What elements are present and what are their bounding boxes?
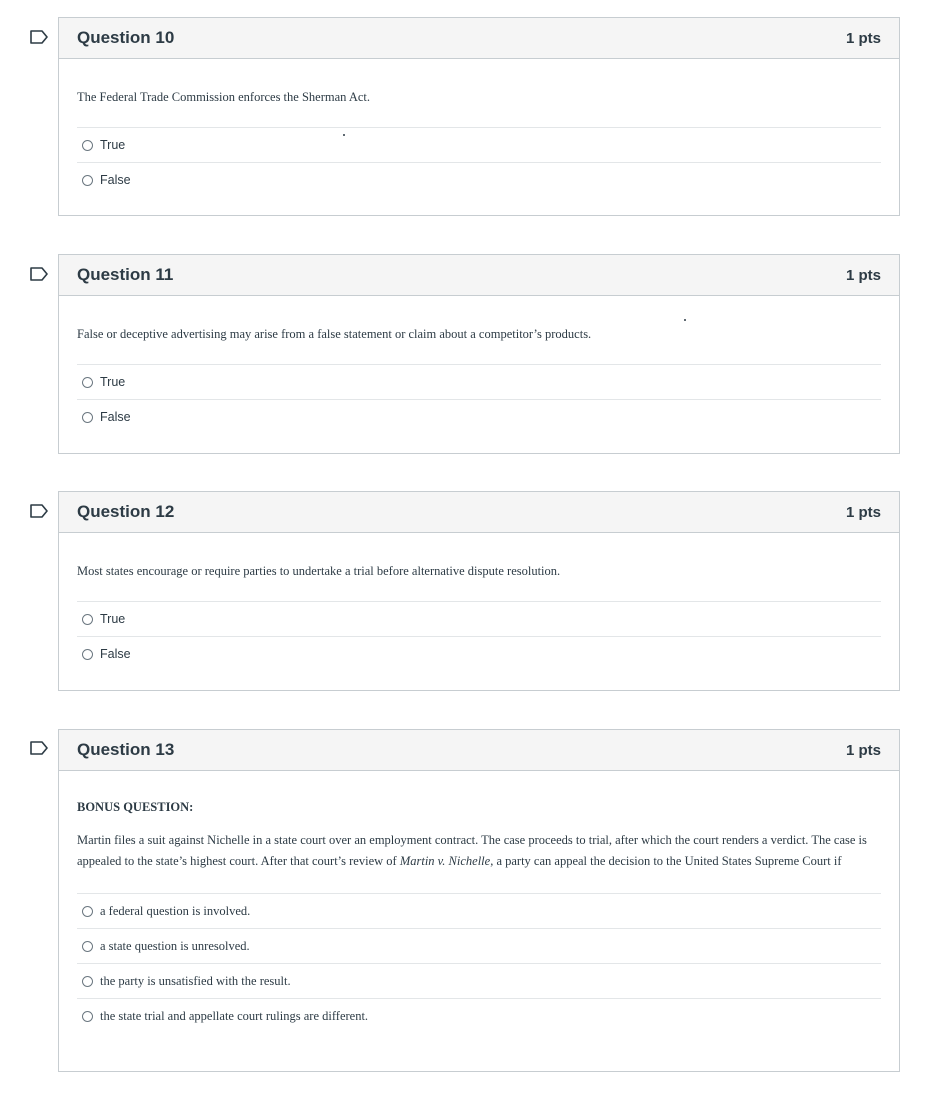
radio-button[interactable] (82, 976, 93, 987)
answer-option[interactable] (77, 364, 881, 399)
answer-label: False (100, 173, 131, 187)
radio-button[interactable] (82, 941, 93, 952)
answer-label: False (100, 410, 131, 424)
question-title: Question 12 (77, 502, 175, 521)
answer-list (77, 127, 881, 197)
radio-button[interactable] (82, 377, 93, 388)
answer-option[interactable] (77, 998, 881, 1033)
bonus-heading: BONUS QUESTION: (77, 800, 194, 814)
question-title: Question 11 (77, 265, 174, 284)
question-13 (58, 729, 900, 1072)
radio-button[interactable] (82, 140, 93, 151)
flag-icon[interactable] (30, 504, 48, 518)
question-header (59, 730, 899, 771)
question-text: The Federal Trade Commission enforces the Sherman Act. (77, 90, 370, 104)
stray-dot (343, 134, 345, 136)
radio-button[interactable] (82, 175, 93, 186)
question-text: Most states encourage or require parties to undertake a trial before alternative dispute resolution. (77, 564, 561, 578)
question-title: Question 10 (77, 28, 175, 47)
answer-option[interactable] (77, 127, 881, 162)
answer-list (77, 364, 881, 434)
answer-option[interactable] (77, 162, 881, 197)
question-text-part: Martin files a suit against Nichelle in a state court over an employment contract. The case proceeds to trial, after which the court renders a verdict. The case is appealed to the state’s highest court. After that court’s review of (77, 833, 867, 868)
question-title: Question 13 (77, 740, 175, 759)
answer-option[interactable] (77, 636, 881, 671)
radio-button[interactable] (82, 649, 93, 660)
answer-label: True (100, 138, 126, 152)
stray-dot (684, 319, 686, 321)
answer-label: a state question is unresolved. (100, 938, 250, 953)
flag-icon[interactable] (30, 741, 48, 755)
question-points: 1 pts (845, 503, 881, 521)
radio-button[interactable] (82, 906, 93, 917)
answer-option[interactable] (77, 399, 881, 434)
answer-label: False (100, 647, 131, 661)
answer-option[interactable] (77, 963, 881, 998)
flag-icon[interactable] (30, 30, 48, 44)
radio-button[interactable] (82, 614, 93, 625)
answer-option[interactable] (77, 601, 881, 636)
radio-button[interactable] (82, 1011, 93, 1022)
answer-label: the state trial and appellate court rulings are different. (100, 1008, 369, 1023)
answer-option[interactable] (77, 893, 881, 928)
case-name: Martin v. Nichelle (399, 854, 491, 868)
answer-label: True (100, 375, 126, 389)
question-11 (58, 254, 900, 454)
question-12 (58, 491, 900, 691)
answer-label: True (100, 612, 126, 626)
question-header (59, 492, 899, 533)
question-text: False or deceptive advertising may arise from a false statement or claim about a competitor’s products. (77, 327, 592, 341)
question-text (77, 818, 881, 893)
answer-option[interactable] (77, 928, 881, 963)
answer-list (77, 893, 881, 1033)
question-text-part: , a party can appeal the decision to the United States Supreme Court if (490, 854, 842, 868)
question-header (59, 18, 899, 59)
radio-button[interactable] (82, 412, 93, 423)
question-points: 1 pts (845, 741, 881, 759)
answer-label: the party is unsatisfied with the result. (100, 973, 291, 988)
flag-icon[interactable] (30, 267, 48, 281)
answer-label: a federal question is involved. (100, 903, 251, 918)
answer-list (77, 601, 881, 671)
question-points: 1 pts (845, 29, 881, 47)
question-10 (58, 17, 900, 216)
question-header (59, 255, 899, 296)
question-points: 1 pts (845, 266, 881, 284)
